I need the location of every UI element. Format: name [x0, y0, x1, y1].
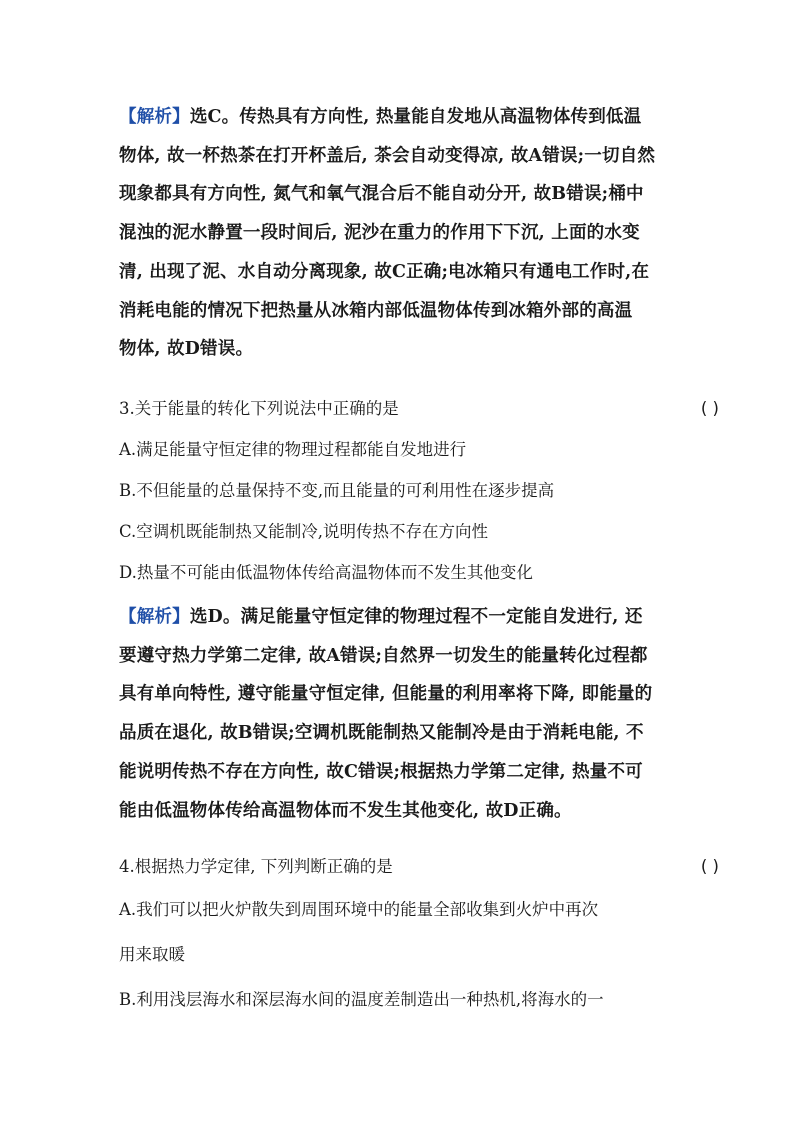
analysis-line: 混浊的泥水静置一段时间后, 泥沙在重力的作用下下沉, 上面的水变: [119, 223, 640, 244]
option-b: B.利用浅层海水和深层海水间的温度差制造出一种热机,将海水的一: [119, 990, 604, 1009]
analysis-line: 清, 出现了泥、水自动分离现象, 故C正确;电冰箱只有通电工作时,在: [119, 261, 650, 282]
analysis-line: 要遵守热力学第二定律, 故A错误;自然界一切发生的能量转化过程都: [119, 645, 648, 666]
analysis-line: [119, 98, 679, 137]
analysis-line: 消耗电能的情况下把热量从冰箱内部低温物体传到冰箱外部的高温: [119, 300, 633, 321]
analysis-text: 选D。满足能量守恒定律的物理过程不一定能自发进行, 还: [189, 607, 643, 627]
answer-blank: ( ): [700, 399, 719, 418]
analysis-block-2: [119, 598, 679, 830]
question-stem-text: 4.根据热力学定律, 下列判断正确的是: [119, 857, 393, 876]
option-a: A.满足能量守恒定律的物理过程都能自发地进行: [119, 440, 467, 459]
option-b: B.不但能量的总量保持不变,而且能量的可利用性在逐步提高: [119, 481, 555, 500]
analysis-block-1: [119, 98, 679, 369]
option-d: D.热量不可能由低温物体传给高温物体而不发生其他变化: [119, 563, 533, 582]
analysis-line: 物体, 故D错误。: [119, 339, 254, 360]
analysis-line: 物体, 故一杯热茶在打开杯盖后, 茶会自动变得凉, 故A错误;一切自然: [119, 145, 656, 166]
question-stem: [119, 388, 719, 429]
analysis-line: [119, 598, 679, 637]
option-a: A.我们可以把火炉散失到周围环境中的能量全部收集到火炉中再次: [119, 900, 599, 919]
question-3: [119, 388, 719, 593]
question-stem: [119, 846, 719, 887]
analysis-line: 品质在退化, 故B错误;空调机既能制热又能制冷是由于消耗电能, 不: [119, 723, 644, 744]
analysis-line: 具有单向特性, 遵守能量守恒定律, 但能量的利用率将下降, 即能量的: [119, 684, 653, 705]
analysis-tag: 【解析】: [119, 107, 190, 127]
option-a-continued: 用来取暖: [119, 945, 185, 964]
analysis-line: 能说明传热不存在方向性, 故C错误;根据热力学第二定律, 热量不可: [119, 761, 643, 782]
analysis-line: 现象都具有方向性, 氮气和氧气混合后不能自动分开, 故B错误;桶中: [119, 184, 644, 205]
analysis-text: 选C。传热具有方向性, 热量能自发地从高温物体传到低温: [189, 107, 642, 127]
analysis-line: 能由低温物体传给高温物体而不发生其他变化, 故D正确。: [119, 800, 572, 821]
answer-blank: ( ): [700, 857, 719, 876]
question-4: [119, 846, 719, 1022]
analysis-tag: 【解析】: [119, 607, 190, 627]
option-c: C.空调机既能制热又能制冷,说明传热不存在方向性: [119, 522, 489, 541]
question-stem-text: 3.关于能量的转化下列说法中正确的是: [119, 399, 399, 418]
